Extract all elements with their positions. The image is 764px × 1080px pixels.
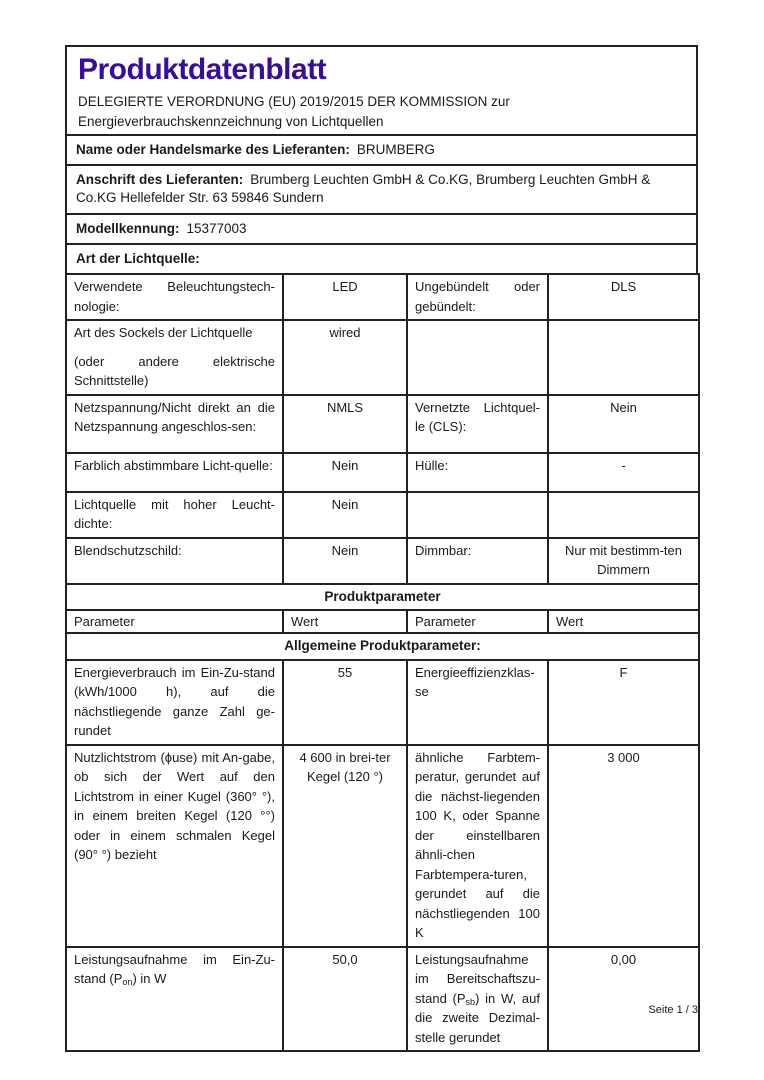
wert-cell: LED <box>283 274 407 320</box>
param-cell: Farblich abstimmbare Licht-quelle: <box>66 453 283 492</box>
param-cell: Verwendete Beleuchtungstech-nologie: <box>66 274 283 320</box>
wert-cell: 0,00 <box>548 947 699 1052</box>
wert-cell: Nein <box>283 453 407 492</box>
table-row <box>66 745 699 947</box>
model-id-value: 15377003 <box>186 220 247 236</box>
param-cell <box>407 492 548 538</box>
model-id-label: Modellkennung: <box>76 220 180 236</box>
light-source-type-block <box>65 243 698 275</box>
page-number: Seite 1 / 3 <box>648 1004 698 1016</box>
title-block <box>65 45 698 136</box>
wert-cell: 4 600 in brei-ter Kegel (120 °) <box>283 745 407 947</box>
table-row <box>66 660 699 745</box>
param-cell: Leistungsaufnahme im Ein-Zu-stand $(P_{on})$ in W <box>66 947 283 1052</box>
supplier-address-value: Brumberg Leuchten GmbH & Co.KG, Brumberg Leuchten GmbH & Co.KG Hellefelder Str. 63 59846 Sundern <box>76 172 651 206</box>
param-cell: Lichtquelle mit hoher Leucht-dichte: <box>66 492 283 538</box>
wert-cell: DLS <box>548 274 699 320</box>
regulation-line-2: Energieverbrauchskennzeichnung von Lichtquellen <box>78 113 384 129</box>
supplier-address-label: Anschrift des Lieferanten: <box>76 172 244 188</box>
column-header: Parameter <box>407 610 548 634</box>
section-title: Produktparameter <box>66 584 699 610</box>
table-row <box>66 947 699 1052</box>
table-row <box>66 274 699 320</box>
column-header-row <box>66 610 699 634</box>
wert-cell: NMLS <box>283 395 407 453</box>
group-title: Allgemeine Produktparameter: <box>66 633 699 659</box>
wert-cell: Nein <box>283 492 407 538</box>
param-cell: Energieverbrauch im Ein-Zu-stand (kWh/1000 h), auf die nächstliegende ganze Zahl ge-rundet <box>66 660 283 745</box>
light-source-type-label: Art der Lichtquelle: <box>76 250 200 266</box>
column-header: Wert <box>548 610 699 634</box>
param-cell: Ungebündelt oder gebündelt: <box>407 274 548 320</box>
parameter-table <box>65 273 700 1052</box>
table-row <box>66 395 699 453</box>
param-cell: ähnliche Farbtem-peratur, gerundet auf die nächst-liegenden 100 K, oder Spanne der einstellbaren ähnli-chen Farbtempera-turen, gerundet auf die nächstliegenden 100 K <box>407 745 548 947</box>
section-header-row <box>66 584 699 610</box>
wert-cell: Nur mit bestimm-ten Dimmern <box>548 538 699 584</box>
supplier-name-label: Name oder Handelsmarke des Lieferanten: <box>76 142 350 157</box>
param-cell <box>407 320 548 395</box>
param-cell: Blendschutzschild: <box>66 538 283 584</box>
param-line-1: Art des Sockels der Lichtquelle <box>74 325 253 341</box>
regulation-text <box>78 92 685 131</box>
table-row <box>66 492 699 538</box>
wert-cell: 55 <box>283 660 407 745</box>
model-id-block <box>65 213 698 245</box>
param-cell: Hülle: <box>407 453 548 492</box>
wert-cell: Nein <box>283 538 407 584</box>
wert-cell: 50,0 <box>283 947 407 1052</box>
wert-cell: F <box>548 660 699 745</box>
param-cell: Nutzlichtstrom (ϕuse) mit An-gabe, ob sich der Wert auf den Lichtstrom in einer Kugel (360° °), in einem breiten Kegel (120 °°) oder in einem schmalen Kegel (90° °) bezieht <box>66 745 283 947</box>
page-title: Produktdatenblatt <box>78 53 327 86</box>
param-cell <box>66 320 283 395</box>
column-header: Wert <box>283 610 407 634</box>
wert-cell: 3 000 <box>548 745 699 947</box>
wert-cell <box>548 320 699 395</box>
param-line-2: (oder andere elektrische Schnittstelle) <box>74 353 275 389</box>
supplier-name-value: BRUMBERG <box>356 142 435 157</box>
table-row <box>66 538 699 584</box>
wert-cell: Nein <box>548 395 699 453</box>
supplier-name-block <box>65 134 698 166</box>
wert-cell <box>548 492 699 538</box>
column-header: Parameter <box>66 610 283 634</box>
table-row <box>66 453 699 492</box>
table-row <box>66 320 699 395</box>
param-cell: Netzspannung/Nicht direkt an die Netzspannung angeschlos-sen: <box>66 395 283 453</box>
param-cell: Leistungsaufnahme im Bereitschaftszu-stand $(P_{sb})$ in W, auf die zweite Dezimal-stelle gerundet <box>407 947 548 1052</box>
supplier-address-block <box>65 164 698 214</box>
param-cell: Vernetzte Lichtquel-le (CLS): <box>407 395 548 453</box>
wert-cell: - <box>548 453 699 492</box>
wert-cell: wired <box>283 320 407 395</box>
datasheet-content <box>65 45 698 1052</box>
regulation-line-1: DELEGIERTE VERORDNUNG (EU) 2019/2015 DER KOMMISSION zur <box>78 94 510 109</box>
param-cell: Energieeffizienzklas-se <box>407 660 548 745</box>
param-cell: Dimmbar: <box>407 538 548 584</box>
group-header-row <box>66 633 699 659</box>
